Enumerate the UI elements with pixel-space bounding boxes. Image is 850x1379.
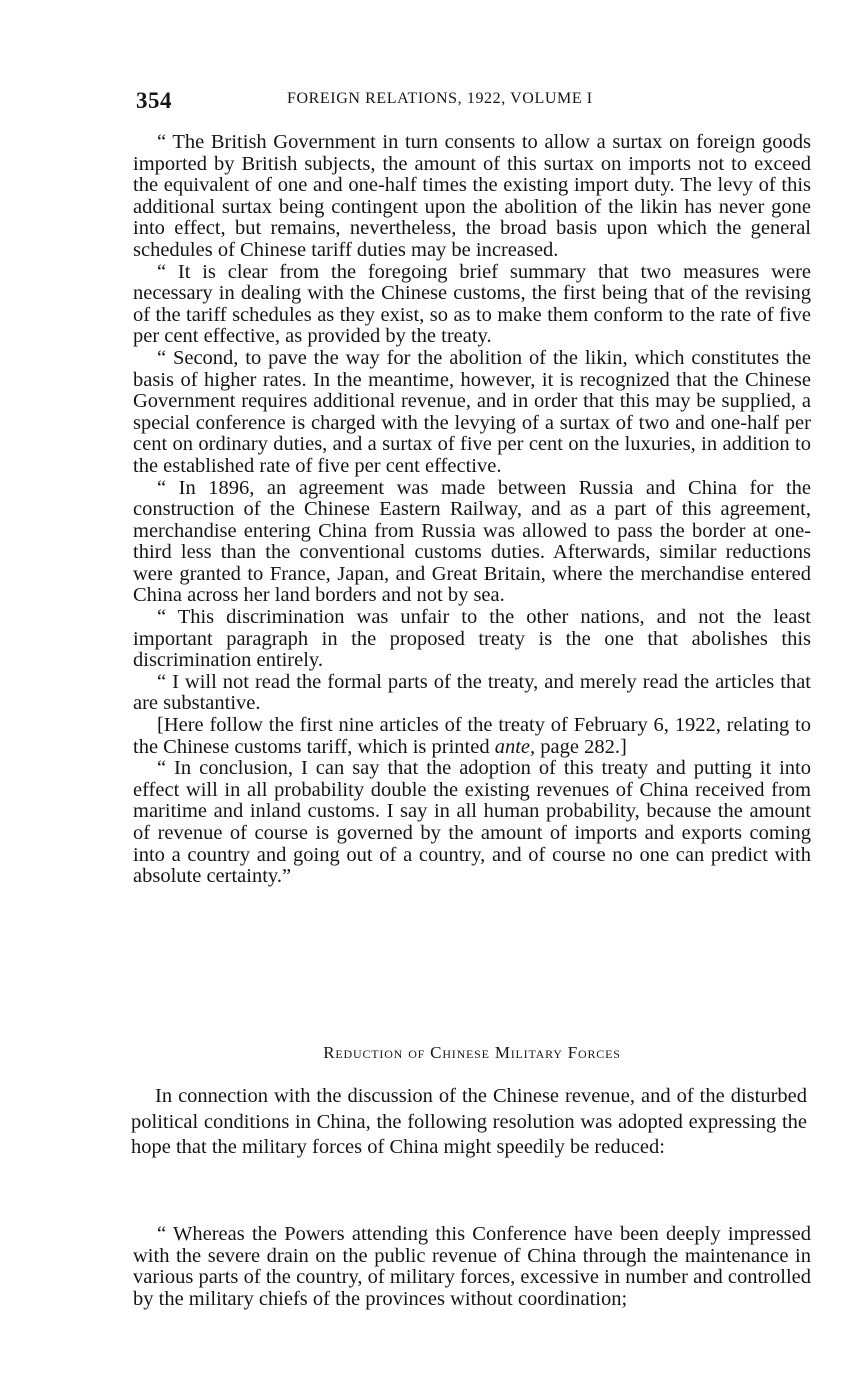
bracket-note-italic: ante, bbox=[494, 735, 536, 758]
paragraph-intro: In connection with the discussion of the Chinese revenue, and of the disturbed political conditions in China, the following resolution was adopted expressing the hope that the military forces of China might speedily be reduced: bbox=[131, 1085, 807, 1158]
section-heading: Reduction of Chinese Military Forces bbox=[323, 1043, 621, 1062]
paragraph-russia-china-1896: “ In 1896, an agreement was made between Russia and China for the construction of the Chinese Eastern Railway, and as a part of this agreement, merchandise entering China from Russia was allowed to pass the border at one-third less than the conventional customs duties. Afterwards, similar reductions were granted to France, Japan, and Great Britain, where the merchandise entered China across her land borders and not by sea. bbox=[133, 476, 811, 607]
intro-section bbox=[131, 1084, 807, 1161]
paragraph-likin-abolition: “ Second, to pave the way for the abolition of the likin, which constitutes the basis of higher rates. In the meantime, however, it is recognized that the Chinese Government requires additional revenue, and in order that this may be supplied, a special conference is charged with the levying of a surtax of two and one-half per cent on ordinary duties, and a surtax of five per cent on the luxuries, in addition to the established rate of five per cent effective. bbox=[133, 346, 811, 477]
paragraph-formal-parts: “ I will not read the formal parts of the treaty, and merely read the articles that are substantive. bbox=[133, 670, 811, 715]
quoted-statement bbox=[133, 132, 811, 888]
paragraph-discrimination: “ This discrimination was unfair to the other nations, and not the least important paragraph in the proposed treaty is the one that abolishes this discrimination entirely. bbox=[133, 606, 811, 672]
paragraph-conclusion: “ In conclusion, I can say that the adoption of this treaty and putting it into effect will in all probability double the existing revenues of China received from maritime and inland customs. I say in all human probability, because the amount of revenue of course is governed by the amount of imports and exports coming into a country and going out of a country, and of course no one can predict with absolute certainty.” bbox=[133, 757, 811, 888]
editorial-bracket-note bbox=[133, 715, 811, 758]
resolution-text bbox=[133, 1224, 811, 1310]
paragraph-two-measures: “ It is clear from the foregoing brief summary that two measures were necessary in dealing with the Chinese customs, the first being that of the revising of the tariff schedules as they exist, so as to make them conform to the rate of five per cent effective, as provided by the treaty. bbox=[133, 260, 811, 348]
bracket-note-page: page 282.] bbox=[535, 735, 627, 758]
paragraph-british-surtax: “ The British Government in turn consents to allow a surtax on foreign goods imported by British subjects, the amount of this surtax on imports not to exceed the equivalent of one and one-half times the existing import duty. The levy of this additional surtax being contingent upon the abolition of the likin has never gone into effect, but remains, nevertheless, the broad basis upon which the general schedules of Chinese tariff duties may be increased. bbox=[133, 131, 811, 261]
bracket-note-text: [Here follow the first nine articles of the treaty of February 6, 1922, relating to the Chinese customs tariff, which is printed bbox=[133, 714, 811, 758]
running-head: FOREIGN RELATIONS, 1922, VOLUME I bbox=[287, 90, 593, 107]
page-number: 354 bbox=[136, 88, 172, 113]
paragraph-resolution: “ Whereas the Powers attending this Conference have been deeply impressed with the severe drain on the public revenue of China through the maintenance in various parts of the country, of military forces, excessive in number and controlled by the military chiefs of the provinces without coordination; bbox=[133, 1223, 811, 1310]
page-header bbox=[136, 88, 808, 114]
